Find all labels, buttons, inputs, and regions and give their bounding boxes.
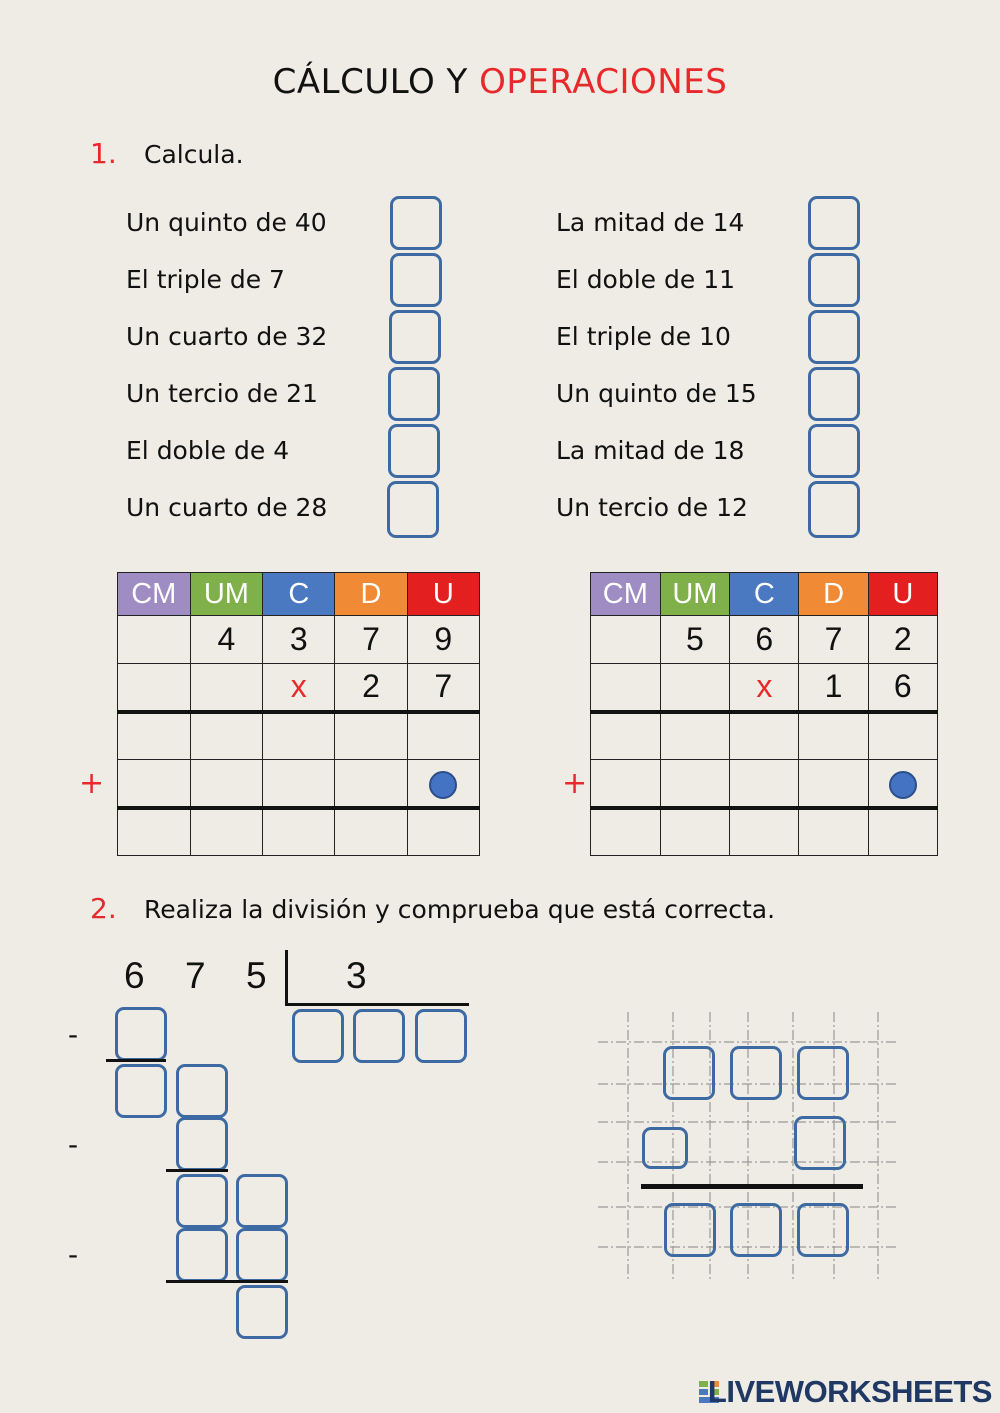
dividend-digit: 5 — [246, 955, 267, 996]
left-item: Un quinto de 40 — [126, 208, 327, 237]
minus-sign-2: - — [68, 1128, 79, 1161]
right-item: La mitad de 14 — [556, 208, 745, 237]
multiplication-table-1 — [117, 572, 480, 856]
answer-box-left-4[interactable] — [388, 367, 440, 421]
cell[interactable] — [190, 664, 263, 712]
cell: 1 — [799, 664, 868, 712]
answer-cell[interactable] — [190, 760, 263, 808]
left-item: El triple de 7 — [126, 265, 285, 294]
answer-box-left-5[interactable] — [388, 424, 440, 478]
exercise-2-number: 2. — [90, 892, 117, 925]
placeholder-dot-icon — [889, 771, 917, 799]
answer-cell[interactable] — [190, 712, 263, 760]
answer-box-left-3[interactable] — [389, 310, 441, 364]
answer-cell[interactable] — [868, 808, 937, 856]
right-item: El doble de 11 — [556, 265, 736, 294]
check-box-result-1[interactable] — [664, 1203, 716, 1257]
answer-box-right-3[interactable] — [808, 310, 860, 364]
header-cm: CM — [118, 573, 191, 616]
check-box-top-3[interactable] — [797, 1046, 849, 1100]
step-line — [106, 1059, 166, 1062]
answer-cell[interactable] — [730, 760, 799, 808]
answer-cell[interactable] — [660, 760, 730, 808]
cell[interactable] — [118, 664, 191, 712]
header-cm: CM — [591, 573, 661, 616]
answer-cell[interactable] — [335, 760, 407, 808]
dividend-digit: 6 — [124, 955, 145, 996]
cell: 4 — [190, 616, 263, 664]
cell: 3 — [263, 616, 335, 664]
answer-cell[interactable] — [335, 808, 407, 856]
times-sign: x — [730, 664, 799, 712]
cell: 6 — [868, 664, 937, 712]
step-box[interactable] — [176, 1174, 228, 1228]
answer-cell[interactable] — [118, 712, 191, 760]
plus-sign-2: + — [562, 766, 588, 801]
step-box[interactable] — [236, 1174, 288, 1228]
header-d: D — [799, 573, 868, 616]
answer-box-left-6[interactable] — [387, 481, 439, 538]
answer-box-right-5[interactable] — [808, 424, 860, 478]
cell: 6 — [730, 616, 799, 664]
answer-box-left-1[interactable] — [390, 196, 442, 250]
answer-cell[interactable] — [407, 712, 479, 760]
remainder-box[interactable] — [236, 1285, 288, 1339]
left-item: El doble de 4 — [126, 436, 290, 465]
exercise-2-instruction: Realiza la división y comprueba que está correcta. — [144, 895, 776, 924]
cell[interactable] — [591, 616, 661, 664]
step-line — [166, 1280, 288, 1283]
answer-cell[interactable] — [263, 712, 335, 760]
answer-box-left-2[interactable] — [390, 253, 442, 307]
divisor: 3 — [346, 955, 367, 996]
right-item: Un tercio de 12 — [556, 493, 748, 522]
step-box[interactable] — [176, 1228, 228, 1282]
answer-cell[interactable] — [591, 760, 661, 808]
header-c: C — [730, 573, 799, 616]
answer-cell[interactable] — [263, 760, 335, 808]
cell: 5 — [660, 616, 730, 664]
check-box-result-3[interactable] — [797, 1203, 849, 1257]
quotient-box-3[interactable] — [415, 1009, 467, 1063]
right-item: El triple de 10 — [556, 322, 731, 351]
answer-box-right-1[interactable] — [808, 196, 860, 250]
page-title — [0, 62, 1000, 102]
header-um: UM — [660, 573, 730, 616]
answer-cell[interactable] — [591, 712, 661, 760]
cell: 9 — [407, 616, 479, 664]
step-line — [166, 1169, 228, 1172]
answer-cell[interactable] — [118, 808, 191, 856]
division-bracket-horizontal — [285, 1003, 469, 1006]
cell: 7 — [407, 664, 479, 712]
answer-box-right-6[interactable] — [808, 481, 860, 538]
cell[interactable] — [118, 616, 191, 664]
answer-box-right-2[interactable] — [808, 253, 860, 307]
cell: 7 — [799, 616, 868, 664]
times-sign: x — [263, 664, 335, 712]
answer-cell[interactable] — [591, 808, 661, 856]
right-item: La mitad de 18 — [556, 436, 745, 465]
left-item: Un cuarto de 32 — [126, 322, 328, 351]
cell: 2 — [868, 616, 937, 664]
answer-cell[interactable] — [799, 808, 868, 856]
header-u: U — [868, 573, 937, 616]
minus-sign-3: - — [68, 1238, 79, 1271]
check-box-result-2[interactable] — [730, 1203, 782, 1257]
division-bracket-vertical — [285, 950, 288, 1006]
answer-cell[interactable] — [118, 760, 191, 808]
multiplication-table-2 — [590, 572, 938, 856]
exercise-1-number: 1. — [90, 137, 117, 170]
cell[interactable] — [660, 664, 730, 712]
cell: 2 — [335, 664, 407, 712]
header-um: UM — [190, 573, 263, 616]
answer-cell[interactable] — [868, 712, 937, 760]
answer-cell — [868, 760, 937, 808]
quotient-box-1[interactable] — [292, 1009, 344, 1063]
check-box-multiplier[interactable] — [794, 1116, 846, 1170]
step-box[interactable] — [176, 1117, 228, 1171]
answer-cell[interactable] — [660, 808, 730, 856]
step-box[interactable] — [115, 1064, 167, 1118]
answer-cell[interactable] — [190, 808, 263, 856]
answer-cell[interactable] — [799, 712, 868, 760]
check-box-top-1[interactable] — [663, 1046, 715, 1100]
placeholder-dot-icon — [429, 771, 457, 799]
answer-cell[interactable] — [799, 760, 868, 808]
answer-cell[interactable] — [335, 712, 407, 760]
title-part-1: CÁLCULO Y — [272, 62, 468, 102]
answer-cell[interactable] — [730, 808, 799, 856]
answer-cell[interactable] — [263, 808, 335, 856]
title-part-2: OPERACIONES — [479, 62, 728, 102]
header-c: C — [263, 573, 335, 616]
step-box[interactable] — [176, 1064, 228, 1118]
exercise-1-instruction: Calcula. — [144, 140, 244, 169]
cell[interactable] — [591, 664, 661, 712]
answer-cell[interactable] — [730, 712, 799, 760]
minus-sign-1: - — [68, 1018, 79, 1051]
cell: 7 — [335, 616, 407, 664]
answer-box-right-4[interactable] — [808, 367, 860, 421]
step-box[interactable] — [236, 1228, 288, 1282]
left-item: Un tercio de 21 — [126, 379, 318, 408]
liveworksheets-logo: LIVEWORKSHEETS — [707, 1374, 992, 1409]
header-u: U — [407, 573, 479, 616]
left-item: Un cuarto de 28 — [126, 493, 328, 522]
right-item: Un quinto de 15 — [556, 379, 757, 408]
check-result-line — [641, 1184, 863, 1189]
step-box[interactable] — [115, 1007, 167, 1061]
answer-cell — [407, 760, 479, 808]
plus-sign-1: + — [79, 766, 105, 801]
dividend-digit: 7 — [185, 955, 206, 996]
check-box-top-2[interactable] — [730, 1046, 782, 1100]
answer-cell[interactable] — [660, 712, 730, 760]
answer-cell[interactable] — [407, 808, 479, 856]
quotient-box-2[interactable] — [353, 1009, 405, 1063]
check-box-sign[interactable] — [642, 1127, 688, 1169]
header-d: D — [335, 573, 407, 616]
